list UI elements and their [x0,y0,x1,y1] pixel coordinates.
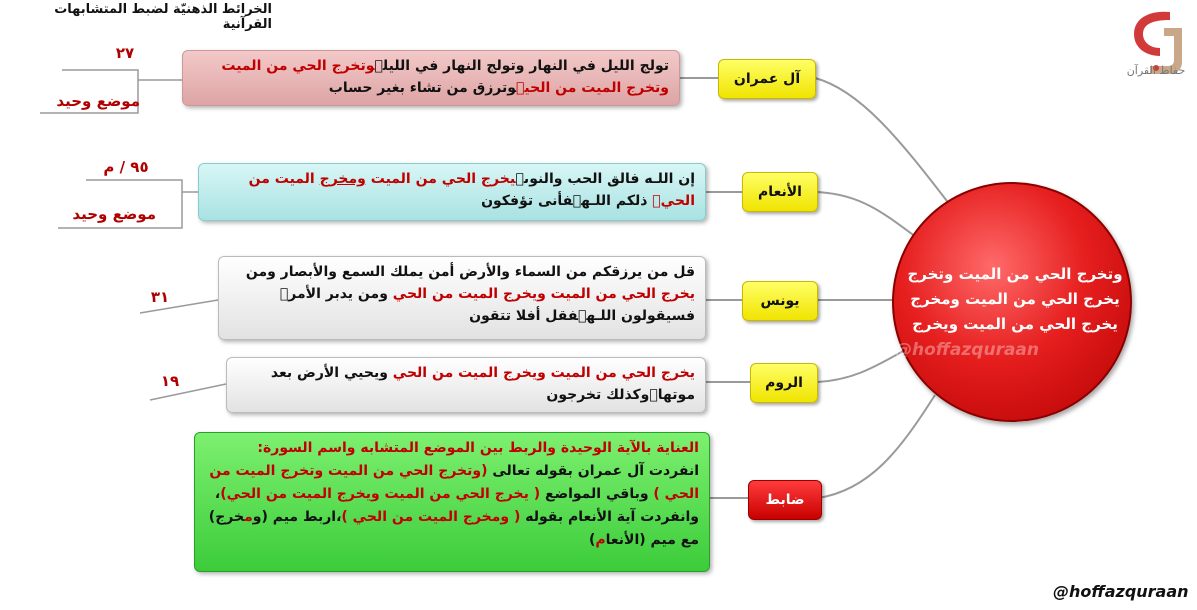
verse-segment: ، وانفردت آية الأنعام بقوله [214,486,699,525]
verse-segment: تولج الليل في النهار وتولج النهار في الليل [374,58,669,74]
verse-segment: وكذلك تخرجون [546,387,650,403]
verse-segment: ( ومخرج الميت من الحي ) [341,509,521,525]
ayah-number-al-imran: ٢٧ [115,44,135,62]
connector-anam [818,192,920,240]
label-dabit: ضابط [748,480,822,520]
footer-handle: @hoffazquraan [1053,582,1189,601]
ayah-number-rum: ١٩ [160,372,180,390]
rule-box-dabit [194,432,710,572]
verse-segment: م [595,532,606,548]
verse-segment: ويحيي الأرض بعد موتها [270,365,695,403]
verse-segment: وترزق من تشاء بغير حساب [328,80,517,96]
connector-al-imran [815,78,950,205]
watermark: @hoffazquraan [895,340,1040,360]
label-rum: الروم [750,363,818,403]
verse-segment: خرج) مع ميم (الأنعا [208,509,699,548]
verse-box-rum [226,357,706,413]
verse-segment: فقل أفلا تتقون [469,308,578,324]
connector-rum [818,350,905,382]
verse-segment: ،اربط ميم (و [252,509,342,525]
center-circle-text: وتخرج الحي من الميت وتخرج يخرج الحي من الميت ومخرج يخرج الحي من الميت ويخرج [907,265,1123,333]
logo-caption: حفاظ القرآن [1126,64,1186,77]
verse-segment: ومن يدبر الأمر [279,286,393,302]
verse-segment: الميت من الحي [248,171,695,209]
ayah-number-yunus: ٣١ [150,288,170,306]
ayah-number-anam: ٩٥ / م [103,158,149,176]
verse-segment: فسيقولون اللـه [577,308,695,324]
verse-box-anam [198,163,706,221]
verse-segment: ( يخرج الحي من الميت ويخرج الميت من الحي) [220,486,541,502]
page-title: الخرائط الذهنيّة لضبط المتشابهات القرآنية [54,2,272,32]
connector-dabit [818,395,935,498]
label-al-imran: آل عمران [718,59,816,99]
verse-box-yunus [218,256,706,340]
note-al-imran: موضع وحيد [56,92,140,110]
verse-segment: ومخرج [319,171,366,187]
verse-segment: ) [588,532,596,548]
verse-segment: (وتخرج الحي من الميت وتخرج الميت من الحي ) [209,463,699,502]
verse-segment: يخرج الحي من الميت ويخرج الميت من الحي [392,286,695,302]
label-yunus: يونس [742,281,818,321]
verse-segment: يخرج الحي من الميت [365,171,516,187]
verse-segment: وباقي المواضع [540,486,654,502]
verse-segment: العناية بالآية الوحيدة والربط بين الموضع المتشابه واسم السورة: [257,440,699,456]
verse-segment: ۚ ذلكم اللـه [572,193,653,209]
verse-segment: فأنى تؤفكون [481,193,573,209]
verse-box-al-imran [182,50,680,106]
verse-segment: انفردت آل عمران بقوله تعالى [487,463,699,479]
label-anam: الأنعام [742,172,818,212]
verse-segment: إن اللـه فالق الحب والنوى [515,171,695,187]
verse-segment: م [244,509,253,525]
verse-segment: وتخرج الحي من الميت وتخرج الميت من الحي [221,58,669,96]
verse-segment: قل من يرزقكم من السماء والأرض أمن يملك السمع والأبصار ومن [245,264,695,280]
note-anam: موضع وحيد [72,205,156,223]
verse-segment: يخرج الحي من الميت ويخرج الميت من الحي [392,365,695,381]
